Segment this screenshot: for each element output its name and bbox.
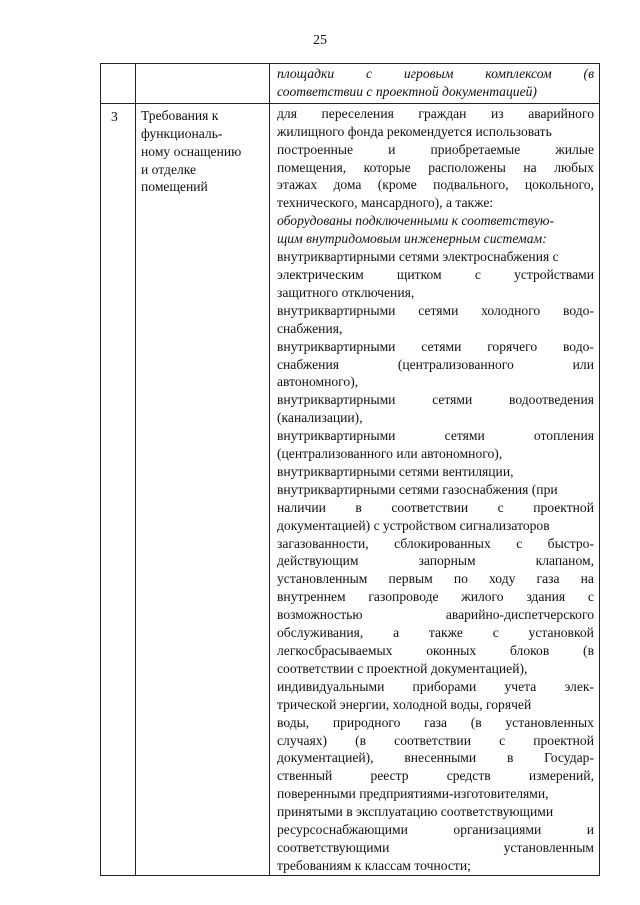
word: с	[474, 266, 481, 282]
description-line	[277, 749, 594, 767]
word: ходу	[489, 571, 516, 587]
word: отопления	[533, 428, 594, 444]
word: приборами	[412, 678, 477, 694]
description-line	[277, 212, 594, 230]
word: документацией),	[277, 750, 374, 766]
description-line	[277, 642, 594, 660]
word: подвального,	[433, 177, 509, 193]
word: щитком	[396, 266, 442, 282]
continuation-row	[101, 64, 600, 104]
word: снабжения	[277, 356, 339, 372]
description-line	[277, 535, 594, 553]
word: элек-	[564, 678, 594, 694]
word: учета	[504, 678, 537, 694]
word: внутриквартирными	[277, 392, 396, 408]
word: сетями	[418, 302, 459, 318]
word: трической энергии, холодной воды, горячей	[277, 696, 532, 712]
description-line	[277, 391, 594, 409]
word: (в	[355, 732, 367, 748]
word: (кроме	[377, 177, 417, 193]
word: средств	[446, 768, 491, 784]
description-line	[277, 284, 594, 302]
word: действующим	[277, 553, 359, 569]
word: водоотведения	[509, 392, 594, 408]
word: внутриквартирными	[277, 428, 396, 444]
word: (централизованного	[397, 356, 514, 372]
word: автономного),	[277, 374, 359, 390]
word: реестр	[370, 768, 409, 784]
row-number: 3	[101, 103, 136, 875]
word: в	[506, 750, 514, 766]
word: природного	[332, 714, 401, 730]
word: оконных	[426, 643, 477, 658]
title-line: помещений	[141, 179, 208, 195]
description-line	[277, 194, 594, 212]
description-line	[277, 463, 594, 481]
word: для	[277, 105, 297, 121]
word: установленным	[277, 571, 368, 587]
title-line: Требования к	[141, 107, 219, 123]
word: соответствии с проектной документацией),	[277, 660, 528, 676]
word: проектной	[533, 499, 594, 515]
word: поверенными предприятиями-изготовителями,	[277, 786, 549, 802]
description-line	[277, 373, 594, 391]
description-line	[277, 839, 594, 857]
page-number: 25	[313, 33, 327, 48]
word: внутриквартирными	[277, 302, 396, 318]
word: обслуживания,	[277, 625, 364, 641]
word: с	[499, 732, 506, 748]
word: случаях)	[277, 732, 328, 748]
word: с	[587, 589, 594, 605]
description-line	[277, 356, 594, 374]
description-line	[277, 499, 594, 517]
word: площадки	[277, 66, 335, 81]
word: электрическим	[277, 266, 364, 282]
word: измерений,	[528, 768, 594, 784]
word: проектной	[533, 732, 594, 748]
word: комплексом	[485, 66, 552, 81]
word: приобретаемые	[430, 141, 521, 157]
word: блоков	[509, 643, 550, 658]
word: и	[586, 822, 594, 838]
word: на	[523, 159, 537, 175]
title-line: и отделке	[141, 161, 197, 177]
word: жилые	[555, 141, 594, 157]
description-line	[277, 588, 594, 606]
description-line	[277, 123, 594, 141]
word: возможностью	[277, 607, 363, 623]
word: ресурсоснабжающими	[277, 822, 408, 838]
word: наличии	[277, 499, 326, 515]
word: первым	[388, 571, 433, 587]
word: клапаном,	[535, 553, 594, 569]
word: горячего	[487, 338, 538, 354]
word: принятыми в эксплуатацию соответствующими	[277, 804, 554, 820]
description-line	[277, 821, 594, 839]
continuation-line	[277, 83, 594, 101]
description-line	[277, 445, 594, 463]
word: из	[491, 105, 504, 121]
title-line: ному оснащению	[141, 143, 242, 159]
word: Государ-	[544, 750, 594, 766]
description-line	[277, 570, 594, 588]
description-line	[277, 696, 594, 714]
word: внутреннем	[277, 589, 346, 605]
word: соответствии с проектной документацией)	[277, 83, 537, 99]
word: (в	[583, 66, 594, 81]
word: щим внутридомовым инженерным системам:	[277, 231, 547, 247]
word: построенные	[277, 141, 354, 157]
word: с	[492, 625, 499, 641]
word: внесенными	[404, 750, 477, 766]
word: (централизованного или автономного),	[277, 446, 503, 462]
word: в	[355, 499, 362, 515]
requirements-table	[100, 63, 600, 876]
description-line	[277, 785, 594, 803]
description-line	[277, 857, 594, 875]
title-cell-empty	[136, 64, 270, 104]
word: снабжения,	[277, 320, 343, 336]
word: легкосбрасываемых	[277, 643, 393, 658]
word: с	[497, 499, 504, 515]
continuation-line	[277, 65, 594, 83]
number-cell-empty	[101, 64, 136, 104]
word: (в	[470, 714, 482, 730]
word: газа	[424, 714, 448, 730]
word: здания	[526, 589, 566, 605]
description-line	[277, 320, 594, 338]
description-line	[277, 552, 594, 570]
word: внутриквартирными сетями электроснабжения с	[277, 249, 559, 265]
description-line	[277, 409, 594, 427]
word: газа	[536, 571, 560, 587]
description-line	[277, 606, 594, 624]
continuation-text	[270, 64, 600, 104]
word: (канализации),	[277, 410, 363, 426]
description-line	[277, 660, 594, 678]
word: расположены	[428, 159, 506, 175]
title-line: функциональ-	[141, 125, 223, 141]
description-line	[277, 248, 594, 266]
description-line	[277, 105, 594, 123]
word: требованиям к классам точности;	[277, 857, 471, 873]
word: сблокированных	[394, 535, 491, 551]
word: граждан	[418, 105, 467, 121]
word: водо-	[563, 302, 594, 318]
word: аварийного	[528, 105, 594, 121]
word: индивидуальными	[277, 678, 385, 694]
word: по	[453, 571, 468, 587]
word: холодного	[481, 302, 541, 318]
word: (в	[583, 643, 594, 658]
word: внутриквартирными сетями вентиляции,	[277, 463, 514, 479]
word: дома	[333, 177, 362, 193]
description-line	[277, 159, 594, 177]
requirement-description	[270, 103, 600, 875]
description-line	[277, 732, 594, 750]
word: сетями	[421, 338, 462, 354]
word: этажах	[277, 177, 318, 193]
word: жилищного фонда рекомендуется использовать	[277, 123, 552, 139]
requirement-title	[136, 103, 270, 875]
description-line	[277, 230, 594, 248]
description-line	[277, 302, 594, 320]
word: также	[428, 625, 463, 641]
word: внутриквартирными сетями газоснабжения (при	[277, 481, 558, 497]
word: сетями	[432, 392, 473, 408]
word: установленных	[505, 714, 594, 730]
table-row	[101, 103, 600, 875]
description-line	[277, 714, 594, 732]
word: или	[572, 356, 594, 372]
word: оборудованы подключенными к соответствую-	[277, 213, 554, 229]
description-line	[277, 624, 594, 642]
word: которые	[363, 159, 411, 175]
word: и	[388, 141, 396, 157]
description-line	[277, 141, 594, 159]
word: внутриквартирными	[277, 338, 396, 354]
word: устройствами	[514, 266, 594, 282]
description-line	[277, 176, 594, 194]
description-line	[277, 427, 594, 445]
word: газопроводе	[368, 589, 439, 605]
word: соответствующими	[277, 839, 390, 855]
word: соответствии	[394, 732, 471, 748]
word: жилого	[461, 589, 504, 605]
word: быстро-	[547, 535, 594, 551]
description-line	[277, 338, 594, 356]
word: воды,	[277, 714, 310, 730]
description-line	[277, 767, 594, 785]
word: ственный	[277, 768, 333, 784]
word: загазованности,	[277, 535, 369, 551]
word: установкой	[528, 625, 594, 641]
description-line	[277, 678, 594, 696]
word: установленным	[503, 839, 594, 855]
word: помещения,	[277, 159, 347, 175]
word: цокольного,	[524, 177, 594, 193]
word: соответствии	[391, 499, 469, 515]
description-line	[277, 803, 594, 821]
word: с	[516, 535, 523, 551]
description-line	[277, 266, 594, 284]
word: на	[580, 571, 594, 587]
word: с	[366, 66, 373, 81]
word: технического, мансардного), а также:	[277, 195, 494, 211]
word: организациями	[453, 822, 542, 838]
word: сетями	[444, 428, 485, 444]
word: любых	[554, 159, 594, 175]
word: защитного отключения,	[277, 284, 415, 300]
word: игровым	[403, 66, 454, 81]
description-line	[277, 481, 594, 499]
description-line	[277, 517, 594, 535]
word: запорным	[418, 553, 476, 569]
word: аварийно-диспетчерского	[445, 607, 594, 623]
word: а	[393, 625, 400, 641]
word: водо-	[562, 338, 594, 354]
word: документацией) с устройством сигнализаторов	[277, 517, 550, 533]
word: переселения	[321, 105, 394, 121]
